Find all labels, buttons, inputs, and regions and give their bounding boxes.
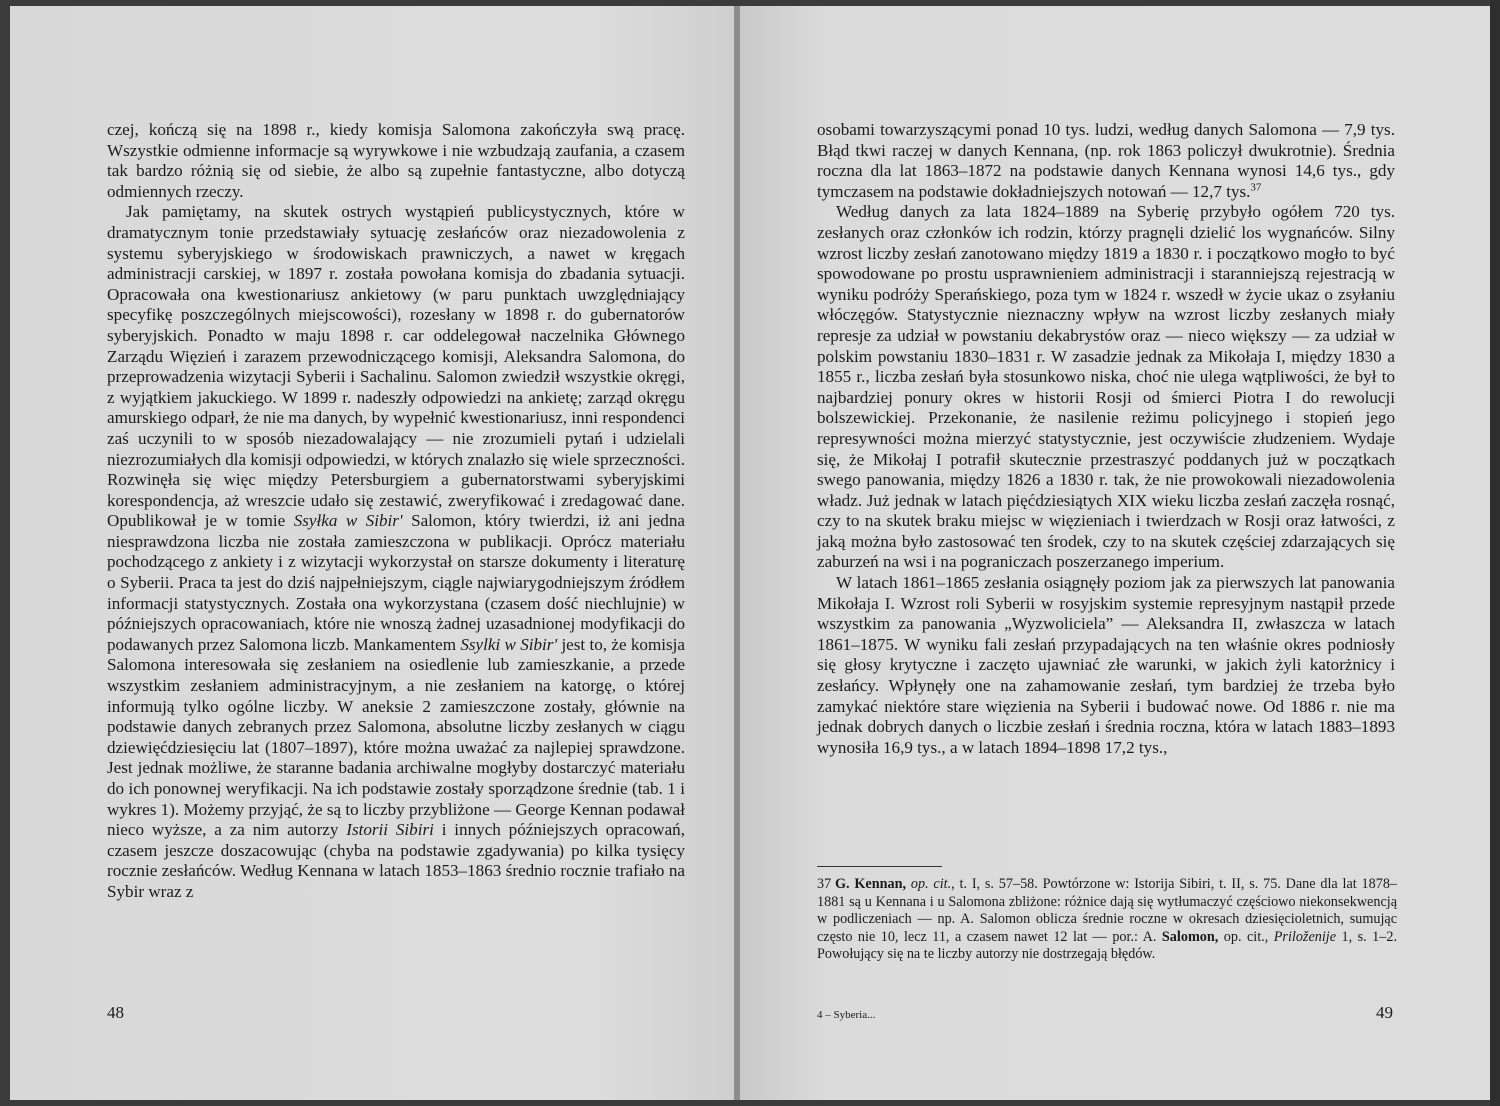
signature-mark: 4 – Syberia... (817, 1009, 876, 1021)
right-page-text (817, 120, 1395, 758)
paragraph-2 (107, 202, 685, 902)
paragraph-1: czej, kończą się na 1898 r., kiedy komisja Salomona zakończyła swą pracę. Wszystkie odmienne informacje są wyrywkowe i nie wzbudzają zaufania, a czasem tak bardzo różnią się od siebie, że albo są zupełnie fantastyczne, albo dotyczą odmiennych rzeczy. (107, 120, 685, 201)
title-ssylka-v-sibir: Ssyłka w Sibir' (293, 511, 403, 531)
paragraph-2-part-2: Salomon, który twierdzi, iż ani jedna niesprawdzona liczba nie została zamieszczona w publikacji. Oprócz materiału pochodzącego z ankiety i z wizytacji wykorzystał on starsze dokumenty i literaturę o Syberii. Praca ta jest do dziś najpełniejszym, ciągle najwiarygodniejszym źródłem informacji statystycznych. Została ona wykorzystana (czasem dość niechlujnie) w późniejszych opracowaniach, które nie wnoszą żadnej uzasadnionej modyfikacji do podawanych przez Salomona liczb. Mankamentem (107, 511, 685, 654)
paragraph-2-part-4: i innych późniejszych opracowań, czasem jeszcze doszacowując (chyba na podstawie zgadywania) po kilka tysięcy rocznie zesłańców. Według Kennana w latach 1853–1863 średnio rocznie trafiało na Sybir wraz z (107, 820, 685, 901)
left-page (10, 6, 734, 1100)
paragraph-2-part-3: jest to, że komisja Salomona interesowała się zesłaniem na osiedlenie lub zamieszkanie, a przede wszystkim zesłaniem administracyjnym, a nie zesłaniem na katorgę, o której informują tylko ogólne liczby. W aneksie 2 zamieszczone zostały, głównie na podstawie danych zebranych przez Salomona, absolutne liczby zesłanych w ciągu dziewięćdziesięciu lat (1807–1897), które można uważać za najlepiej sprawdzone. Jest jednak możliwe, że staranne badania archiwalne mogłyby dostarczyć materiału do ich ponownej weryfikacji. Na ich podstawie zostały sporządzone średnie (tab. 1 i wykres 1). Możemy przyjąć, że są to liczby przybliżone — George Kennan podawał nieco wyższe, a za nim autorzy (107, 634, 685, 840)
footnote-part-3: 1, s. 1–2. Powołujący się na te liczby autorzy nie dostrzegają błędów. (817, 928, 1398, 963)
footnote-rule (817, 866, 942, 867)
footnote-op-cit: op. cit. (910, 876, 952, 892)
paragraph-3: W latach 1861–1865 zesłania osiągnęły poziom jak za pierwszych lat panowania Mikołaja I. Wzrost roli Syberii w rosyjskim systemie represyjnym nastąpił przede wszystkim za panowania „Wyzwoliciela” — Aleksandra II, zwłaszcza w latach 1861–1875. W wyniku fali zesłań przypadających na ten właśnie okres podniosły się głosy krytyczne i zaczęto ujawniać złe warunki, w jakich żyli katorżnicy i zesłańcy. Wpłynęły one na zahamowanie zesłań, tym bardziej że trzeba było zamykać niektóre stare więzienia na Syberii i budować nowe. Od 1886 r. nie ma jednak dobrych danych o liczbie zesłań i średnia roczna, która w latach 1883–1893 wynosiła 16,9 tys., a w latach 1894–1898 17,2 tys., (817, 573, 1395, 757)
left-page-text (107, 120, 685, 903)
paragraph-1-text: osobami towarzyszącymi ponad 10 tys. ludzi, według danych Salomona — 7,9 tys. Błąd tkwi raczej w danych Kennana, (np. rok 1863 policzył dwukrotnie). Średnia roczna dla lat 1863–1872 na podstawie danych Kennana wynosi 14,6 tys., gdy tymczasem na podstawie dokładniejszych notowań — 12,7 tys. (817, 120, 1395, 201)
paragraph-2: Według danych za lata 1824–1889 na Syberię przybyło ogółem 720 tys. zesłanych oraz członków ich rodzin, którzy pragnęli dzielić los wygnańców. Silny wzrost liczby zesłań zanotowano między 1819 a 1830 r. i początkowo mogło to być spowodowane po prostu usprawnieniem administracji i staranniejszą rejestracją w wyniku podróży Sperańskiego, poza tym w 1824 r. wszedł w życie ukaz o zsyłaniu włóczęgów. Statystycznie nieznaczny wpływ na wzrost liczby zesłanych miały represje za udział w powstaniu dekabrystów oraz — nieco większy — za udział w polskim powstaniu 1830–1831 r. W zasadzie jednak za Mikołaja I, między 1830 a 1855 r., liczba zesłań była stosunkowo niska, choć nie ulega wątpliwości, że był to najbardziej ponury okres w historii Rosji od śmierci Piotra I do rewolucji bolszewickiej. Przekonanie, że nasilenie reżimu policyjnego i stopień jego represywności można mierzyć statystycznie, jest oczywiście złudzeniem. Wydaje się, że Mikołaj I potrafił skutecznie przestraszyć poddanych już w początkach swego panowania, między 1826 a 1830 r. tak, że nie prowokowali niezadowolenia władz. Już jednak w latach pięćdziesiątych XIX wieku liczba zesłań zaczęła rosnąć, czy to na skutek braku miejsc w więzieniach i twierdzach w Rosji oraz łatwości, z jaką można było zastosować ten środek, czy to na skutek częściej zdarzających się zaburzeń na wsi i na pograniczach poszerzanego imperium. (817, 202, 1395, 572)
footnote-ref: 37 (1250, 181, 1262, 194)
footnote-part-1: , t. I, s. 57–58. Powtórzone w: Istorija Sibiri, t. II, s. 75. Dane dla lat 1878–1881 są u Kennana i u Salomona zbliżone: różnice dają się wytłumaczyć częściowo niekonsekwencją w podliczeniach — np. A. Salomon oblicza średnie roczne w okresach dziesięcioletnich, sumując często nie 10, lecz 11, a czasem nawet 12 lat — por.: A. (817, 876, 1398, 945)
footnote-author-2: Salomon, (1161, 928, 1219, 945)
page-number: 48 (107, 1003, 124, 1022)
title-ssylki-v-sibir: Ssylki w Sibir' (460, 634, 558, 654)
page-number: 49 (1376, 1003, 1393, 1022)
scan-edge (1490, 0, 1500, 1106)
title-istorii-sibiri: Istorii Sibiri (346, 820, 434, 840)
paragraph-2-part-1: Jak pamiętamy, na skutek ostrych wystąpień publicystycznych, które w dramatycznym tonie przedstawiały sytuację zesłańców oraz niezadowolenia z systemu syberyjskiego w środowiskach prawniczych, a nawet w kręgach administracji carskiej, w 1897 r. została powołana komisja do zbadania sytuacji. Opracowała ona kwestionariusz ankietowy (w paru punktach uwzględniający specyfikę poszczególnych miejscowości), rozesłany w 1898 r. do gubernatorów syberyjskich. Ponadto w maju 1898 r. car oddelegował naczelnika Głównego Zarządu Więzień i zarazem przewodniczącego komisji, Aleksandra Salomona, do przeprowadzenia wizytacji Syberii i Sachalinu. Salomon zwiedził wszystkie okręgi, z wyjątkiem jakuckiego. W 1899 r. nadeszły odpowiedzi na ankietę; zarząd okręgu amurskiego odparł, że nie ma danych, by wypełnić kwestionariusz, inni respondenci zaś uczynili to w sposób niezadowalający — nie zrozumieli pytań i udzielali niezrozumiałych dla komisji odpowiedzi, w których znalazło się wiele sprzeczności. Rozwinęła się więc między Petersburgiem a gubernatorstwami syberyjskimi korespondencja, aż wreszcie udało się zestawić, zweryfikować i zredagować dane. Opublikował je w tomie (107, 202, 685, 531)
footnote-title: Priloženije (1273, 928, 1337, 945)
footnote-author: G. Kennan, (835, 876, 907, 892)
paragraph-1 (817, 120, 1395, 202)
book-spread (10, 6, 1490, 1100)
footnote-part-2: op. cit., (1223, 928, 1269, 945)
footnote (817, 876, 1397, 964)
right-page (740, 6, 1490, 1100)
footnote-number: 37 (817, 876, 832, 892)
